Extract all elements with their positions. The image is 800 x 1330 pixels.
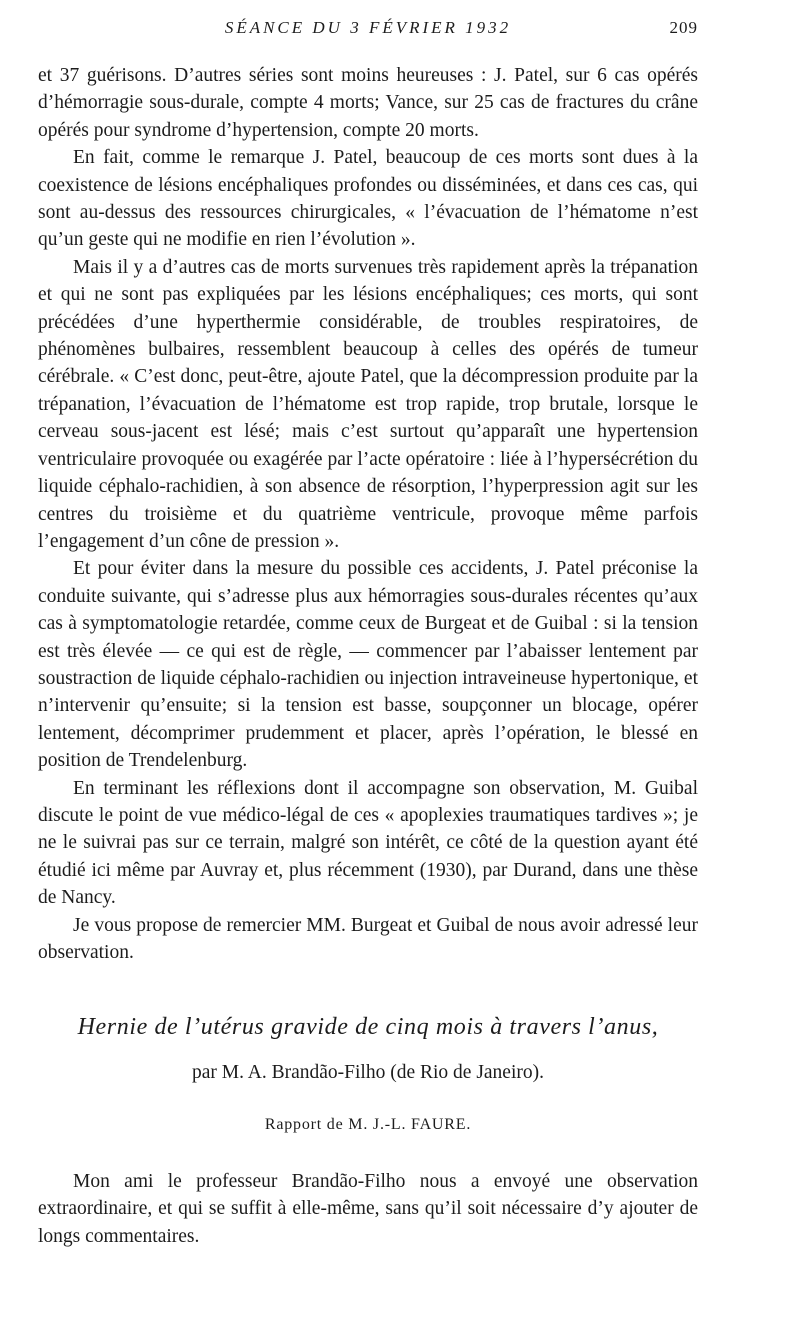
paragraph: En terminant les réflexions dont il accompagne son observation, M. Guibal discute le point de vue médico-légal de ces « apoplexies traumatiques tardives »; je ne le suivrai pas sur ce terrain, malgré son intérêt, ce côté de la question ayant été étudié ici même par Auvray et, plus récemment (1930), par Durand, dans une thèse de Nancy. <box>38 777 698 909</box>
article-intro <box>38 1168 698 1250</box>
page-number: 209 <box>669 18 698 37</box>
paragraph: et 37 guérisons. D’autres séries sont moins heureuses : J. Patel, sur 6 cas opérés d’hémorragie sous-durale, compte 4 morts; Vance, sur 25 cas de fractures du crâne opérés pour syndrome d’hypertension, compte 20 morts. <box>38 65 698 141</box>
article-byline: par M. A. Brandão-Filho (de Rio de Janeiro). <box>191 1062 544 1083</box>
paragraph: Je vous propose de remercier MM. Burgeat et Guibal de nous avoir adressé leur observation. <box>38 914 698 963</box>
running-header <box>38 18 698 46</box>
body-text <box>38 62 698 966</box>
article-title: Hernie de l’utérus gravide de cinq mois à travers l’anus, <box>77 1014 659 1040</box>
paragraph: Et pour éviter dans la mesure du possible ces accidents, J. Patel préconise la conduite suivante, qui s’adresse plus aux hémorragies sous-durales récentes qu’aux cas à symptomatologie retardée, comme ceux de Burgeat et de Guibal : si la tension est très élevée — ce qui est de règle, — commencer par l’abaisser lentement par soustraction de liquide céphalo-rachidien ou injection intraveineuse hypertonique, et n’intervenir qu’ensuite; si la tension est basse, soupçonner un blocage, opérer lentement, décomprimer prudemment et placer, après l’opération, le blessé en position de Trendelenburg. <box>38 558 698 772</box>
paragraph: Mon ami le professeur Brandão-Filho nous a envoyé une observation extraordinaire, et qui se suffit à elle-même, sans qu’il soit nécessaire d’y ajouter de longs commentaires. <box>38 1171 698 1247</box>
running-title: SÉANCE DU 3 FÉVRIER 1932 <box>224 18 512 37</box>
paragraph: Mais il y a d’autres cas de morts survenues très rapidement après la trépanation et qui ne sont pas expliquées par les lésions encéphaliques; ces morts, qui sont précédées d’une hyperthermie considérable, de troubles respiratoires, de phénomènes bulbaires, ressemblent beaucoup à celles des opérés de tumeur cérébrale. « C’est donc, peut-être, ajoute Patel, que la décompression produite par la trépanation, l’évacuation de l’hématome est trop rapide, trop brutale, lorsque le cerveau sous-jacent est lésé; mais c’est surtout qu’apparaît une hypertension ventriculaire provoquée ou exagérée par l’acte opératoire : liée à l’hypersécrétion du liquide céphalo-rachidien, à son absence de résorption, l’hyperpression agit sur les centres du troisième et du quatrième ventricule, provoque même parfois l’engagement d’un cône de pression ». <box>38 256 698 552</box>
paragraph: En fait, comme le remarque J. Patel, beaucoup de ces morts sont dues à la coexistence de lésions encéphaliques profondes ou disséminées, et dans ces cas, qui sont au-dessus des ressources chirurgicales, « l’évacuation de l’hématome n’est qu’un geste qui ne modifie en rien l’évolution ». <box>38 147 698 251</box>
rapport-line: Rapport de M. J.-L. FAURE. <box>264 1116 472 1133</box>
